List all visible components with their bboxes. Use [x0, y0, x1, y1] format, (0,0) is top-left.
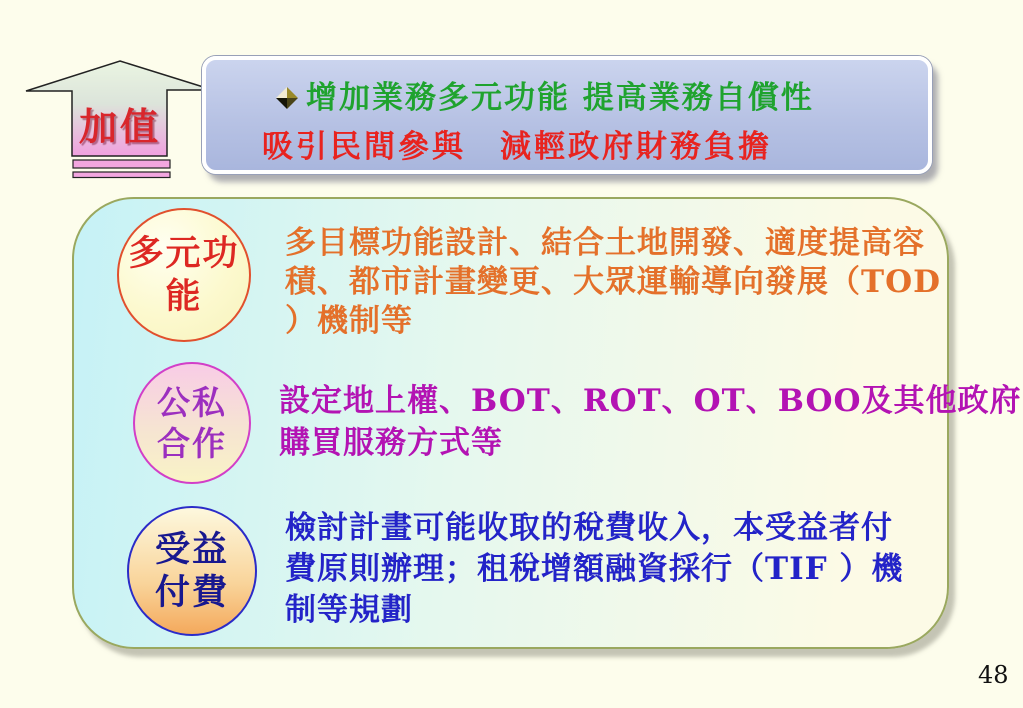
badge-beneficiary-pay-line1: 受益 — [154, 529, 229, 570]
badge-multi-function-line2: 能 — [165, 276, 203, 317]
header-line1-text: 增加業務多元功能 提高業務自償性 — [306, 80, 814, 116]
badge-public-private — [133, 362, 251, 484]
desc-line: ）機制等 — [285, 303, 413, 339]
desc-line: 多目標功能設計、結合土地開發、適度提高容 — [285, 225, 925, 261]
header-line1 — [276, 75, 928, 121]
diamond-bullet-icon — [276, 87, 298, 109]
desc-line: 積、都市計畫變更、大眾運輸導向發展（TOD — [285, 264, 941, 300]
badge-multi-function-line1: 多元功 — [128, 233, 240, 274]
header-box — [202, 56, 932, 174]
badge-beneficiary-pay-line2: 付費 — [154, 572, 229, 613]
desc-line: 設定地上權、BOT、ROT、OT、BOO及其他政府 — [279, 383, 1022, 419]
badge-beneficiary-pay — [127, 506, 257, 636]
header-line2-text: 吸引民間參與 減輕政府財務負擔 — [262, 129, 772, 165]
desc-line: 購買服務方式等 — [279, 425, 503, 461]
desc-multi-function — [285, 224, 941, 341]
desc-line: 費原則辦理；租稅增額融資採行（TIF ）機 — [285, 551, 904, 587]
badge-public-private-line1: 公私 — [157, 383, 227, 422]
value-arrow-label: 加值 — [78, 104, 161, 149]
desc-public-private — [279, 380, 1022, 464]
page-number: 48 — [978, 661, 1009, 689]
desc-line: 檢討計畫可能收取的稅費收入，本受益者付 — [285, 510, 893, 546]
desc-line: 制等規劃 — [285, 592, 413, 628]
desc-beneficiary-pay — [285, 508, 935, 631]
value-up-arrow — [16, 56, 220, 182]
badge-multi-function — [117, 208, 251, 342]
content-panel — [72, 197, 1022, 649]
badge-public-private-line2: 合作 — [157, 424, 227, 463]
